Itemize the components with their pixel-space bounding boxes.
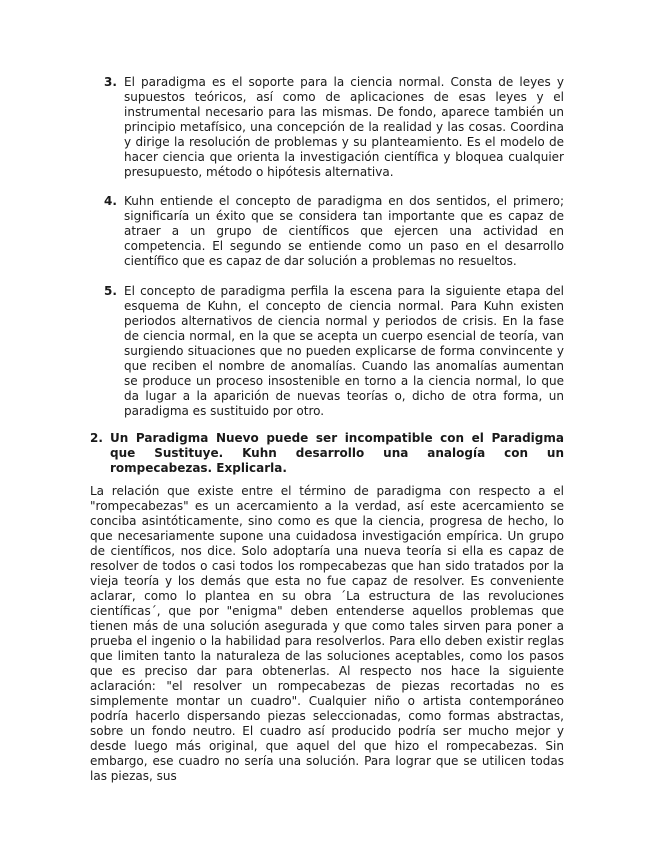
list-item-number: 3.: [104, 75, 117, 89]
list-item-text: El concepto de paradigma perfila la escena para la siguiente etapa del esquema de Kuhn, el concepto de ciencia normal. Para Kuhn existen periodos alternativos de ciencia normal y periodos de crisis. En la fase de ciencia normal, en la que se acepta un cuerpo esencial de teoría, van surgiendo situaciones que no pueden explicarse de forma convincente y que reciben el nombre de anomalías. Cuando las anomalías aumentan se produce un proceso insostenible en torno a la ciencia normal, lo que da lugar a la aparición de nuevas teorías o, dicho de otra forma, un paradigma es sustituido por otro.: [124, 284, 564, 418]
list-item-number: 4.: [104, 194, 117, 208]
list-item-text: Kuhn entiende el concepto de paradigma en dos sentidos, el primero; significaría un éxito que se considera tan importante que es capaz de atraer a un grupo de científicos que ejercen una actividad en competencia. El segundo se entiende como un paso en el desarrollo científico que es capaz de dar solución a problemas no resueltos.: [124, 194, 564, 268]
list-item-text: El paradigma es el soporte para la ciencia normal. Consta de leyes y supuestos teóricos, así como de aplicaciones de esas leyes y el instrumental necesario para las mismas. De fondo, aparece también un principio metafísico, una concepción de la realidad y las cosas. Coordina y dirige la resolución de problemas y su planteamiento. Es el modelo de hacer ciencia que orienta la investigación científica y bloquea cualquier presupuesto, método o hipótesis alternativa.: [124, 75, 564, 179]
question-number: 2.: [90, 431, 103, 445]
question-text: Un Paradigma Nuevo puede ser incompatible con el Paradigma que Sustituye. Kuhn desarrollo una analogía con un rompecabezas. Explicarla.: [110, 431, 564, 475]
list-item-number: 5.: [104, 284, 117, 298]
answer-paragraph: La relación que existe entre el término de paradigma con respecto a el "rompecabezas" es un acercamiento a la verdad, así este acercamiento se conciba asintóticamente, sino como es que la ciencia, progresa de hecho, lo que necesariamente supone una cuidadosa investigación empírica. Un grupo de científicos, nos dice. Solo adoptaría una nueva teoría si ella es capaz de resolver de todos o casi todos los rompecabezas que han sido tratados por la vieja teoría y los demás que esta no fue capaz de resolver. Es conveniente aclarar, como lo plantea en su obra ´La estructura de las revoluciones científicas´, que por "enigma" deben entenderse aquellos problemas que tienen más de una solución asegurada y que como tales sirven para poner a prueba el ingenio o la habilidad para resolverlos. Para ello deben existir reglas que limiten tanto la naturaleza de las soluciones aceptables, como los pasos que es preciso dar para obtenerlas. Al respecto nos hace la siguiente aclaración: "el resolver un rompecabezas de piezas recortadas no es simplemente montar un cuadro". Cualquier niño o artista contemporáneo podría hacerlo dispersando piezas seleccionadas, como formas abstractas, sobre un fondo neutro. El cuadro así producido podría ser mucho mejor y desde luego más original, que aquel del que hizo el rompecabezas. Sin embargo, ese cuadro no sería una solución. Para lograr que se utilicen todas las piezas, sus: [90, 484, 564, 783]
